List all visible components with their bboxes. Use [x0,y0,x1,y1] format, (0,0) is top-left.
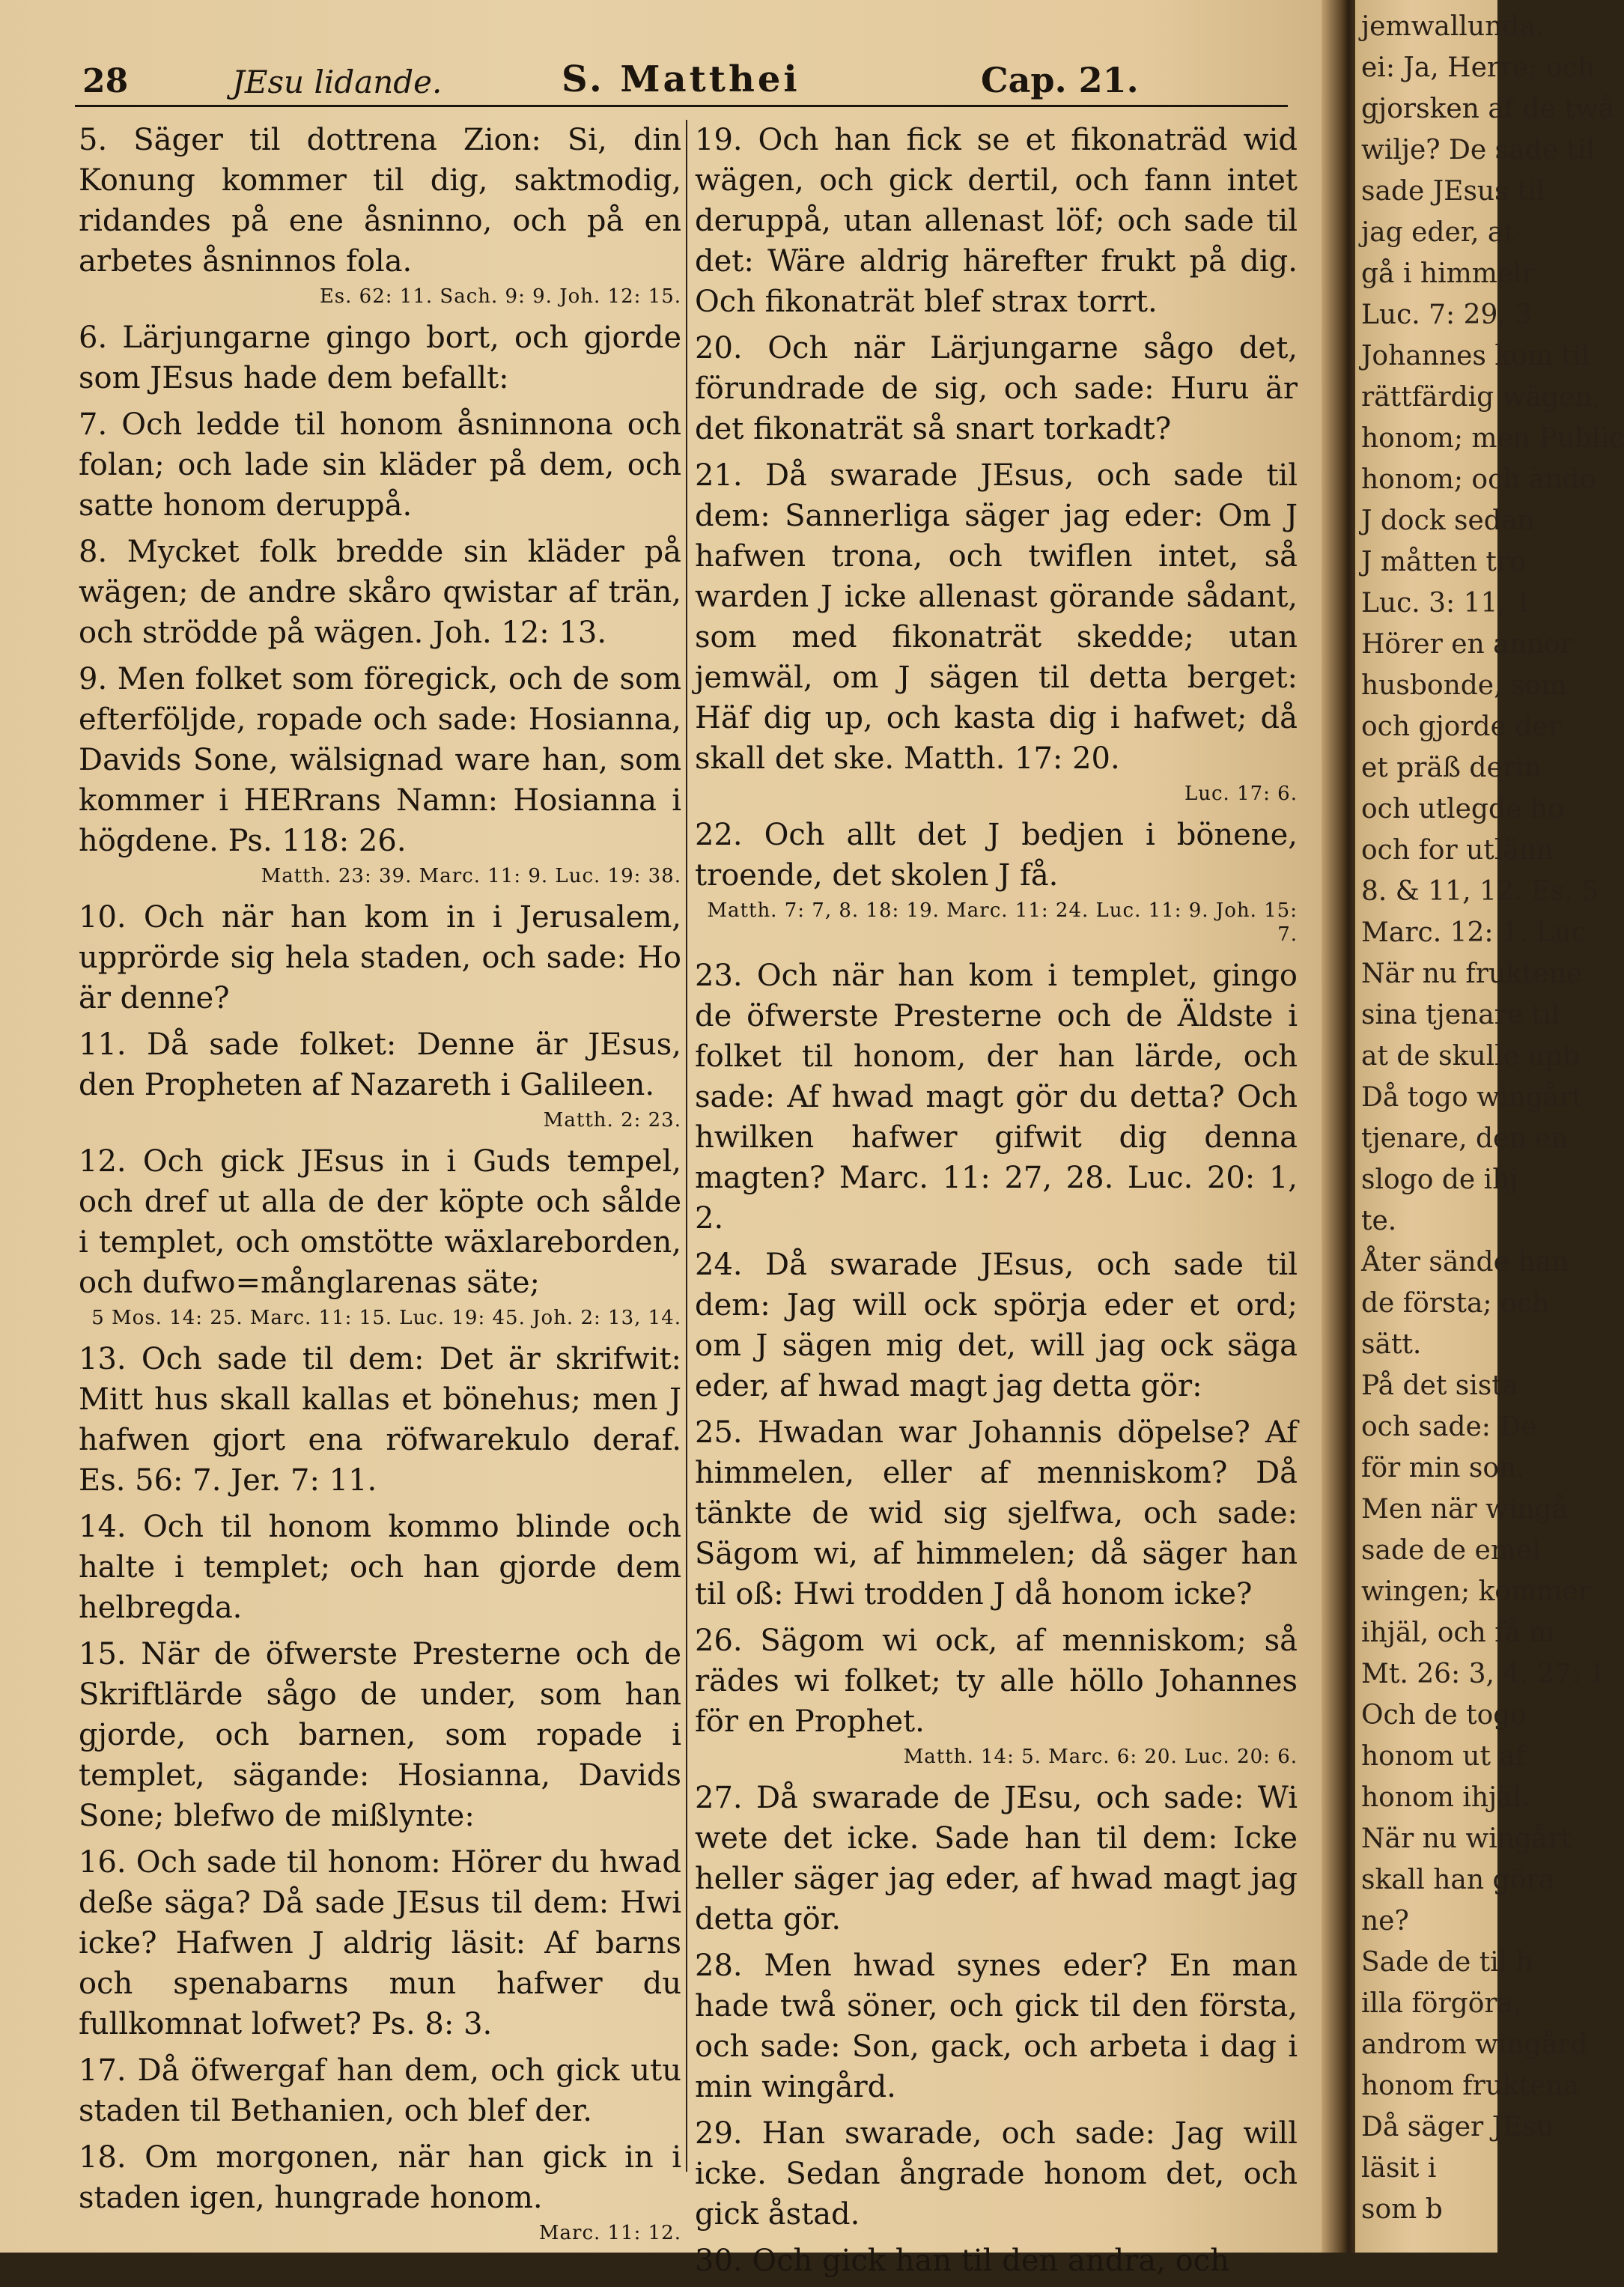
facing-page-line: jemwallunda. [1361,11,1545,42]
running-title: JEsu lidande. [232,64,443,100]
verse-11: 11. Då sade folket: Denne är JEsus, den Propheten af Nazareth i Galileen. [79,1027,681,1102]
verse-29: 29. Han swarade, och sade: Jag will icke. Sedan ångrade honom det, och gick åstad. [695,2116,1298,2232]
verse-12: 12. Och gick JEsus in i Guds tempel, och dref ut alla de der köpte och sålde i templet, och omstötte wäxlareborden, och dufwo=månglarenas säte; [79,1144,681,1300]
facing-page-line: honom ihjäl. [1361,1782,1530,1813]
verse-20: 20. Och när Lärjungarne sågo det, förundrade de sig, och sade: Huru är det fikonaträt så snart torkadt? [695,331,1298,446]
facing-page-line: för min son. [1361,1453,1525,1483]
verse-26: 26. Sägom wi ock, af menniskom; så rädes wi folket; ty alle höllo Johannes för en Prophet. [695,1624,1298,1739]
column-divider [686,120,687,2172]
facing-page-line: läsit i [1361,2153,1437,2184]
facing-page-line: När nu fruktene [1361,959,1583,989]
verse-25: 25. Hwadan war Johannis döpelse? Af himmelen, eller af menniskom? Då tänkte de wid sig sjelfwa, och sade: Sägom wi, af himmelen; då säger han til oß: Hwi trodden J då honom icke? [695,1415,1298,1612]
cross-reference: Luc. 17: 6. [1184,783,1298,805]
facing-page-line: Mt. 26: 3, 4. 27: 1 [1361,1659,1607,1689]
facing-page-line: och sade: De [1361,1412,1537,1442]
facing-page-line: skall han göra [1361,1865,1555,1895]
facing-page-line: och utlegde ho [1361,794,1564,824]
facing-page-line: sade de emel [1361,1535,1541,1566]
cross-reference: 5 Mos. 14: 25. Marc. 11: 15. Luc. 19: 45. Joh. 2: 13, 14. [91,1307,681,1329]
facing-page-line: honom fruktena [1361,2071,1580,2101]
facing-page-line: at de skulle upb [1361,1041,1580,1072]
verse-9: 9. Men folket som föregick, och de som efterföljde, ropade och sade: Hosianna, Davids Sone, wälsignad ware han, som kommer i HERrans Namn: Hosianna i högdene. Ps. 118: 26. [79,662,681,858]
facing-page-line: sade JEsus til [1361,176,1545,207]
facing-page-line: Och de togo [1361,1700,1527,1731]
facing-page-line: Luc. 7: 29, 3 [1361,300,1533,330]
facing-page-line: och gjorde der [1361,711,1561,742]
cross-reference: Matth. 2: 23. [543,1109,681,1132]
facing-page-line: honom ut af [1361,1741,1526,1772]
facing-page-line: slogo de ihj [1361,1164,1518,1195]
verse-30: 30. Och gick han til den andra, och [695,2244,1229,2278]
verse-10: 10. Och när han kom in i Jerusalem, upprörde sig hela staden, och sade: Ho är denne? [79,900,681,1015]
verse-14: 14. Och til honom kommo blinde och halte i templet; och han gjorde dem helbregda. [79,1510,681,1625]
facing-page-line: Luc. 3: 11, 1 [1361,588,1533,619]
verse-15: 15. När de öfwerste Presterne och de Skriftlärde sågo de under, som han gjorde, och barnen, som ropade i templet, sägande: Hosianna, Davids Sone; blefwo de mißlynte: [79,1637,681,1833]
verse-22: 22. Och allt det J bedjen i bönene, troende, det skolen J få. [695,818,1298,893]
facing-page-line: ei: Ja, Herre; och [1361,52,1596,83]
verse-13: 13. Och sade til dem: Det är skrifwit: Mitt hus skall kallas et bönehus; men J hafwen gjort ena röfwarekulo deraf. Es. 56: 7. Jer. 7: 11. [79,1342,681,1498]
facing-page-line: och for utlänn [1361,835,1554,866]
facing-page-line: sina tjenare til [1361,1000,1560,1030]
facing-page-line: Åter sände han [1361,1247,1569,1278]
verse-24: 24. Då swarade JEsus, och sade til dem: Jag will ock spörja eder et ord; om J sägen mig det, will jag ock säga eder, af hwad magt jag detta gör: [695,1248,1298,1403]
facing-page-line: Johannes kom til [1361,341,1590,371]
facing-page-line: som b [1361,2194,1443,2225]
facing-page-line: te. [1361,1206,1397,1236]
facing-page-line: J måtten tro [1361,547,1526,577]
facing-page-line: 8. & 11, 12. Es. 5 [1361,876,1599,907]
verse-28: 28. Men hwad synes eder? En man hade twå söner, och gick til den första, och sade: Son, gack, och arbeta i dag i min wingård. [695,1949,1298,2104]
cross-reference: Matth. 23: 39. Marc. 11: 9. Luc. 19: 38. [261,865,681,887]
facing-page-line: gå i himmelr [1361,258,1535,289]
facing-page-line: Då togo wingårt [1361,1082,1583,1113]
facing-page-line: J dock sedan [1361,505,1535,536]
facing-page [1355,0,1624,2253]
facing-page-line: Då säger JEsu [1361,2112,1554,2142]
verse-6: 6. Lärjungarne gingo bort, och gjorde som JEsus hade dem befallt: [79,321,681,395]
facing-page-line: På det sista [1361,1370,1519,1401]
facing-page-line: illa förgöra, [1361,1988,1522,2019]
facing-page-line: gjorsken af de twå [1361,94,1615,124]
cross-reference: Marc. 11: 12. [538,2222,681,2244]
page-header [75,60,1288,107]
facing-page-line: Men när wingå [1361,1494,1569,1525]
facing-page-line: ne? [1361,1906,1409,1937]
verse-17: 17. Då öfwergaf han dem, och gick utu staden til Bethanien, och blef der. [79,2053,681,2128]
verse-18: 18. Om morgonen, när han gick in i staden igen, hungrade honom. [79,2140,681,2215]
verse-5: 5. Säger til dottrena Zion: Si, din Konung kommer til dig, saktmodig, ridandes på ene åsninno, och på en arbetes åsninnos fola. [79,123,681,279]
facing-page-line: rättfärdig wägen, [1361,382,1601,413]
facing-page-line: et präß derin [1361,753,1542,783]
cross-reference: Es. 62: 11. Sach. 9: 9. Joh. 12: 15. [319,285,681,308]
facing-page-line: husbonde, som [1361,670,1567,701]
page-number: 28 [82,62,129,100]
facing-page-line: androm wingård [1361,2029,1588,2060]
facing-page-line: sätt. [1361,1329,1422,1360]
left-column [79,120,681,2254]
book-title: S. Matthei [562,58,800,100]
facing-page-line: ihjäl, och få m [1361,1618,1555,1648]
verse-7: 7. Och ledde til honom åsninnona och folan; och lade sin kläder på dem, och satte honom deruppå. [79,407,681,523]
right-column [695,120,1298,2287]
verse-23: 23. Och när han kom i templet, gingo de öfwerste Presterne och de Äldste i folket til honom, der han lärde, och sade: Af hwad magt gör du detta? Och hwilken hafwer gifwit dig denna magten? Marc. 11: 27, 28. Luc. 20: 1, 2. [695,959,1298,1236]
facing-page-line: jag eder, at [1361,217,1515,248]
verse-21: 21. Då swarade JEsus, och sade til dem: Sannerliga säger jag eder: Om J hafwen trona, och twiflen intet, så warden J icke allenast görande sådant, som med fikonaträt skedde; utan jemwäl, om J sägen til detta berget: Häf dig up, och kasta dig i hafwet; då skall det ske. Matth. 17: 20. [695,458,1298,776]
verse-27: 27. Då swarade de JEsu, och sade: Wi wete det icke. Sade han til dem: Icke heller säger jag eder, af hwad magt jag detta gör. [695,1781,1298,1937]
facing-page-line: wilje? De sade til [1361,135,1595,165]
facing-page-line: de första; och [1361,1288,1549,1319]
facing-page-line: wingen; kommer [1361,1576,1591,1607]
chapter-label: Cap. 21. [981,60,1139,100]
facing-page-line: Sade de til h [1361,1947,1533,1978]
cross-reference: Matth. 7: 7, 8. 18: 19. Marc. 11: 24. Luc. 11: 9. Joh. 15: 7. [707,899,1298,946]
facing-page-line: tjenare, den en [1361,1123,1569,1154]
facing-page-line: honom; men Public [1361,423,1624,454]
facing-page-line: Marc. 12: 1. Luc [1361,917,1587,948]
verse-8: 8. Mycket folk bredde sin kläder på wägen; de andre skåro qwistar af trän, och strödde på wägen. Joh. 12: 13. [79,535,681,650]
facing-page-line: honom; och ändo [1361,464,1596,495]
verse-16: 16. Och sade til honom: Hörer du hwad deße säga? Då sade JEsus til dem: Hwi icke? Hafwen J aldrig läsit: Af barns och spenabarns mun hafwer du fullkomnat lofwet? Ps. 8: 3. [79,1845,681,2041]
facing-page-line: När nu wingårt [1361,1823,1572,1854]
verse-19: 19. Och han fick se et fikonaträd wid wägen, och gick dertil, och fann intet deruppå, utan allenast löf; och sade til det: Wäre aldrig härefter frukt på dig. Och fikonaträt blef strax torrt. [695,123,1298,319]
cross-reference: Matth. 14: 5. Marc. 6: 20. Luc. 20: 6. [903,1746,1298,1768]
facing-page-line: Hörer en annor [1361,629,1573,660]
